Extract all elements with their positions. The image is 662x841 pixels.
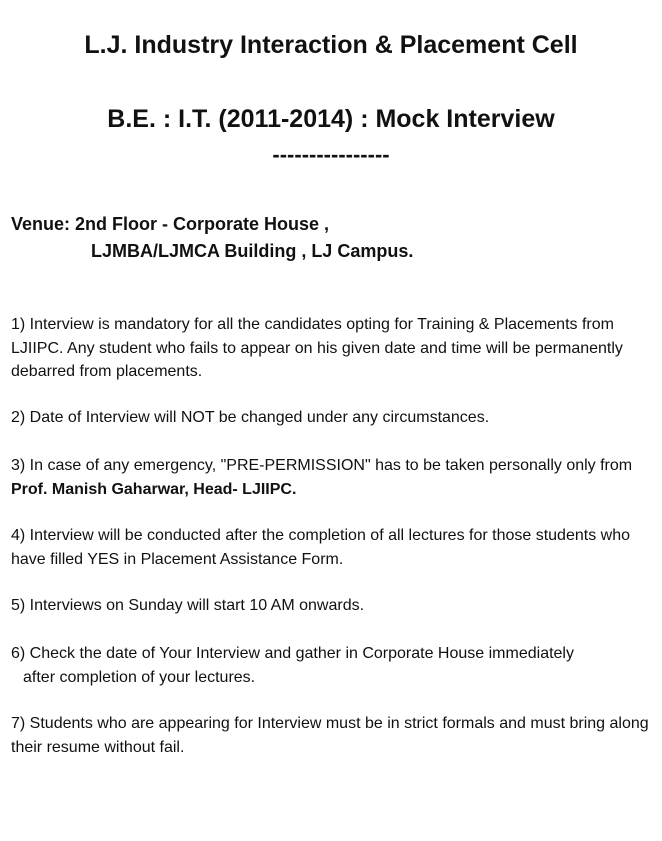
rule-3-contact: Prof. Manish Gaharwar, Head- LJIIPC. bbox=[11, 480, 297, 498]
rule-7: 7) Students who are appearing for Interview must be in strict formals and must bring along their resume without fail. bbox=[11, 715, 649, 756]
rule-6-line-2: after completion of your lectures. bbox=[23, 668, 256, 686]
rule-3-text: 3) In case of any emergency, "PRE-PERMISSION" has to be taken personally only from bbox=[11, 457, 633, 474]
rule-6 bbox=[11, 642, 651, 689]
page-subtitle: B.E. : I.T. (2011-2014) : Mock Interview bbox=[107, 105, 555, 133]
rule-3 bbox=[11, 454, 651, 501]
title-underline-dashes: ---------------- bbox=[272, 142, 390, 167]
rule-4: 4) Interview will be conducted after the completion of all lectures for those students who have filled YES in Placement Assistance Form. bbox=[11, 527, 630, 568]
rule-1: 1) Interview is mandatory for all the candidates opting for Training & Placements from LJIIPC. Any student who fails to appear on his given date and time will be permanently debarred from placements. bbox=[11, 316, 623, 380]
venue-line-2: LJMBA/LJMCA Building , LJ Campus. bbox=[91, 241, 414, 261]
rule-2: 2) Date of Interview will NOT be changed under any circumstances. bbox=[11, 409, 490, 426]
venue-line-1: Venue: 2nd Floor - Corporate House , bbox=[11, 214, 330, 234]
page-title: L.J. Industry Interaction & Placement Cell bbox=[84, 31, 578, 59]
rule-6-line-1: 6) Check the date of Your Interview and gather in Corporate House immediately bbox=[11, 645, 574, 662]
rule-5: 5) Interviews on Sunday will start 10 AM onwards. bbox=[11, 597, 365, 614]
